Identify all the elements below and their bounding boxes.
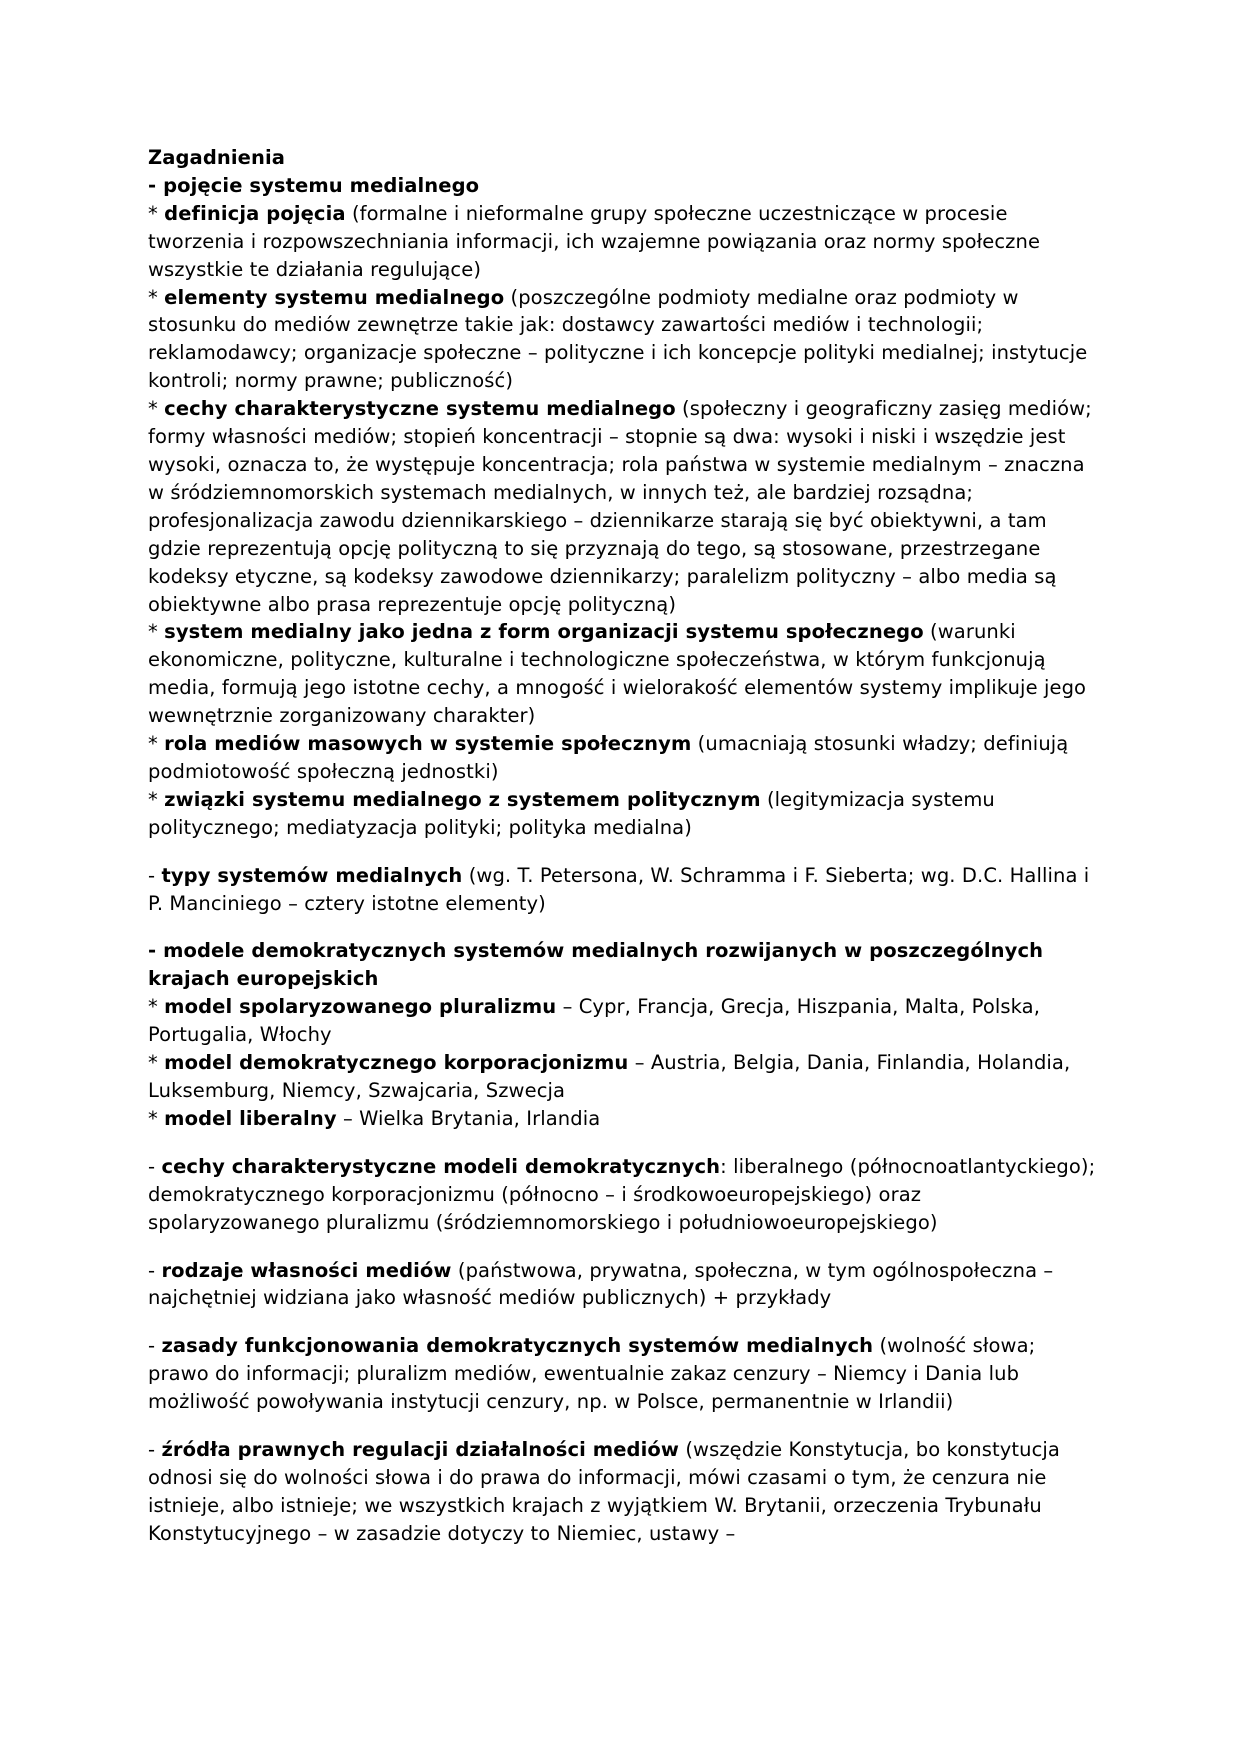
list-item: * związki systemu medialnego z systemem politycznym (legitymizacja systemu politycznego; mediatyzacja polityki; polityka medialna) [148,787,995,839]
list-item: * system medialny jako jedna z form organizacji systemu społecznego (warunki ekonomiczne, polityczne, kulturalne i technologiczne społeczeństwa, w którym funkcjonują media, formują jego istotne cechy, a mnogość i wielorakość elementów systemy implikuje jego wewnętrznie zorganizowany charakter) [148,620,1087,728]
topic-heading-media-system: - pojęcie systemu medialnego [148,173,480,197]
document-page [148,144,1098,1548]
document-title: Zagadnienia [148,146,285,169]
topic-legal-sources: - źródła prawnych regulacji działalności mediów (wszędzie Konstytucja, bo konstytucja odnosi się do wolności słowa i do prawa do informacji, mówi czasami o tym, że cenzura nie istnieje, albo istnieje; we wszystkich krajach z wyjątkiem W. Brytanii, orzeczenia Trybunału Konstytucyjnego – w zasadzie dotyczy to Niemiec, ustawy – [148,1438,1060,1545]
topic-functioning-rules: - zasady funkcjonowania demokratycznych systemów medialnych (wolność słowa; prawo do informacji; pluralizm mediów, ewentualnie zakaz cenzury – Niemcy i Dania lub możliwość powoływania instytucji cenzury, np. w Polsce, permanentnie w Irlandii) [148,1334,1036,1414]
topic-media-ownership: - rodzaje własności mediów (państwowa, prywatna, społeczna, w tym ogólnospołeczna – najchętniej widziana jako własność mediów publicznych) + przykłady [148,1258,1054,1310]
list-item: * definicja pojęcia (formalne i nieformalne grupy społeczne uczestniczące w procesie tworzenia i rozpowszechniania informacji, ich wzajemne powiązania oraz normy społeczne wszystkie te działania regulujące) [148,201,1041,281]
list-item: * model spolaryzowanego pluralizmu – Cypr, Francja, Grecja, Hiszpania, Malta, Polska, Portugalia, Włochy [148,995,1041,1047]
topic-media-system-types: - typy systemów medialnych (wg. T. Petersona, W. Schramma i F. Sieberta; wg. D.C. Hallina i P. Manciniego – cztery istotne elementy) [148,863,1090,915]
list-item: * elementy systemu medialnego (poszczególne podmioty medialne oraz podmioty w stosunku do mediów zewnętrze takie jak: dostawcy zawartości mediów i technologii; reklamodawcy; organizacje społeczne – polityczne i ich koncepcje polityki medialnej; instytucje kontroli; normy prawne; publiczność) [148,285,1088,393]
topic-model-characteristics: - cechy charakterystyczne modeli demokratycznych: liberalnego (północnoatlantyckiego); demokratycznego korporacjonizmu (północno – i środkowoeuropejskiego) oraz spolaryzowanego pluralizmu (śródziemnomorskiego i południowoeuropejskiego) [148,1154,1096,1234]
list-item: * cechy charakterystyczne systemu medialnego (społeczny i geograficzny zasięg mediów; formy własności mediów; stopień koncentracji – stopnie są dwa: wysoki i niski i wszędzie jest wysoki, oznacza to, że występuje koncentracja; rola państwa w systemie medialnym – znaczna w śródziemnomorskich systemach medialnych, w innych też, ale bardziej rozsądna; profesjonalizacja zawodu dziennikarskiego – dziennikarze starają się być obiektywni, a tam gdzie reprezentują opcję polityczną to się przyznają do tego, są stosowane, przestrzegane kodeksy etyczne, są kodeksy zawodowe dziennikarzy; paralelizm polityczny – albo media są obiektywne albo prasa reprezentuje opcję polityczną) [148,397,1092,616]
list-item: * rola mediów masowych w systemie społecznym (umacniają stosunki władzy; definiują podmiotowość społeczną jednostki) [148,732,1069,783]
topic-heading-democratic-models: - modele demokratycznych systemów medialnych rozwijanych w poszczególnych krajach europejskich [148,939,1044,991]
list-item: * model demokratycznego korporacjonizmu – Austria, Belgia, Dania, Finlandia, Holandia, Luksemburg, Niemcy, Szwajcaria, Szwecja [148,1051,1071,1102]
list-item: * model liberalny – Wielka Brytania, Irlandia [148,1106,601,1130]
